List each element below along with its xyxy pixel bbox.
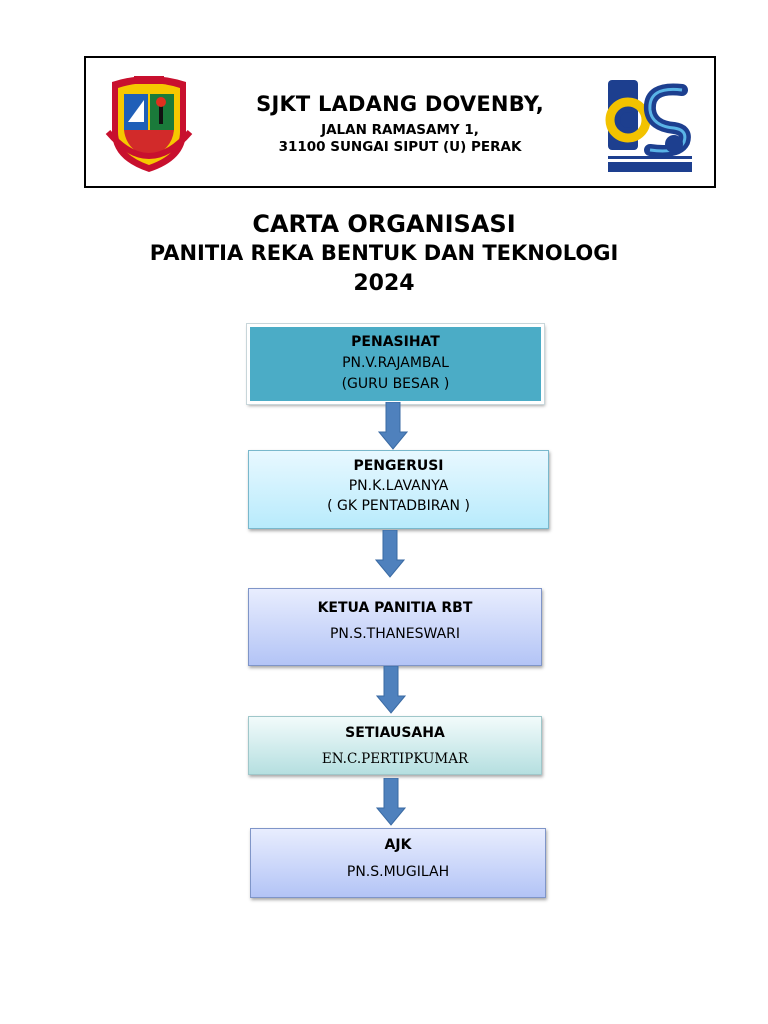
down-arrow-icon [375, 530, 405, 578]
school-header [84, 56, 716, 188]
position-note: ( GK PENTADBIRAN ) [327, 498, 470, 514]
person-name: PN.V.RAJAMBAL [342, 355, 449, 371]
address-line-1: JALAN RAMASAMY 1, [321, 122, 479, 138]
person-name: PN.S.THANESWARI [329, 626, 461, 642]
org-box-penasihat [247, 324, 544, 404]
role-label: KETUA PANITIA RBT [317, 600, 473, 616]
down-arrow-icon [378, 402, 408, 450]
position-note: (GURU BESAR ) [341, 376, 450, 392]
person-name: PN.S.MUGILAH [346, 864, 450, 880]
down-arrow-icon [376, 778, 406, 826]
title-year: 2024 [353, 271, 415, 296]
role-label: PENGERUSI [353, 458, 444, 474]
school-crest-logo [104, 72, 194, 174]
role-label: AJK [384, 837, 412, 853]
org-box-ketua-panitia [248, 588, 542, 666]
org-box-setiausaha [248, 716, 542, 775]
person-name: EN.C.PERTIPKUMAR [321, 751, 469, 767]
chart-title: CARTA ORGANISASI [252, 210, 516, 238]
role-label: SETIAUSAHA [345, 725, 445, 741]
role-label: PENASIHAT [351, 334, 440, 350]
ts25-program-logo [604, 76, 694, 178]
school-name: SJKT LADANG DOVENBY, [256, 92, 544, 116]
down-arrow-icon [376, 666, 406, 714]
org-box-pengerusi [248, 450, 549, 529]
address-line-2: 31100 SUNGAI SIPUT (U) PERAK [278, 139, 522, 155]
person-name: PN.K.LAVANYA [348, 478, 449, 494]
org-box-ajk [250, 828, 546, 898]
committee-name: PANITIA REKA BENTUK DAN TEKNOLOGI [149, 241, 619, 265]
